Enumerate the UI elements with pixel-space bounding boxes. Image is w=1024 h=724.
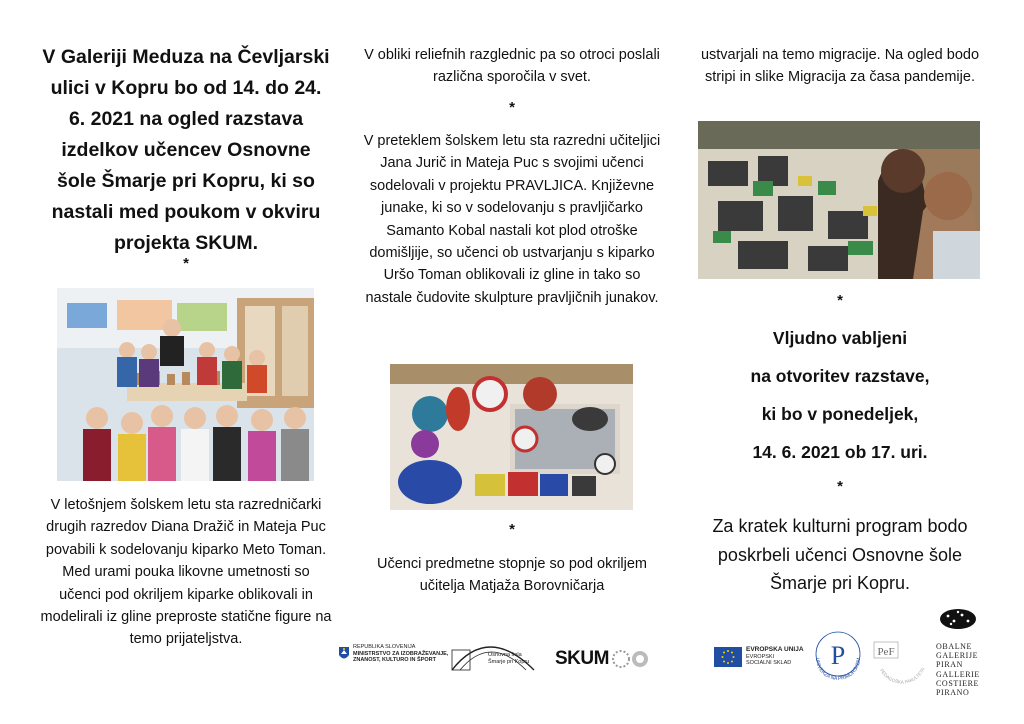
ministry-line-2: MINISTRSTVO ZA IZOBRAŽEVANJE, xyxy=(353,650,449,657)
gallery-logo xyxy=(936,608,980,697)
jellyfish-icon xyxy=(938,608,978,634)
pef-ring-text: PEDAGOŠKA FAKULTETA xyxy=(879,666,926,685)
gallery-line-4: GALLERIE xyxy=(936,669,980,679)
paragraph-migration: ustvarjali na temo migracije. Na ogled bodo stripi in slike Migracija za časa pandemije. xyxy=(700,47,980,86)
university-ring-text: UNIVERZA NA PRIMORSKEM xyxy=(813,657,863,683)
photo-students-drawing xyxy=(698,121,980,279)
gallery-line-1: OBALNE xyxy=(936,642,973,651)
svg-text:PEDAGOŠKA FAKULTETA xyxy=(879,666,926,685)
pef-seal-icon xyxy=(870,618,932,688)
invitation-line-2: na otvoritev razstave, xyxy=(750,366,930,386)
university-letter: P xyxy=(830,641,846,670)
invitation-date: 14. 6. 2021 ob 17. uri. xyxy=(752,442,928,462)
photo-class-with-sculptures xyxy=(57,288,314,481)
school-logo xyxy=(448,630,538,676)
eu-flag-icon xyxy=(714,647,742,667)
invitation-line-1: Vljudno vabljeni xyxy=(772,328,908,348)
separator-star: * xyxy=(837,478,843,495)
ministry-line-1: REPUBLIKA SLOVENIJA xyxy=(353,644,416,650)
eu-line-2: EVROPSKI xyxy=(746,653,775,660)
paragraph-cultural-program: Za kratek kulturni program bodo poskrbeli učenci Osnovne šole Šmarje pri Kopru. xyxy=(712,516,968,593)
school-line-2: Šmarje pri Kopru xyxy=(488,658,530,665)
separator-star: * xyxy=(509,521,515,538)
university-logo xyxy=(808,622,868,692)
invitation-line-3: ki bo v ponedeljek, xyxy=(761,404,919,424)
paragraph-fairytale-project: V preteklem šolskem letu sta razredni učiteljici Jana Jurič in Mateja Puc s svojimi učenci sodelovali v projektu PRAVLJICA. Književne junake, ki so v sodelovanju s pravljičarko Samanto Kobal nastali kot plod otroške domišljije, so učenci ob ustvarjanju s kiparko Uršo Toman oblikovali iz gline in tako so nastale čudovite skulpture pravljičnih junakov. xyxy=(363,133,661,306)
headline: V Galeriji Meduza na Čevljarski ulici v Kopru bo od 14. do 24. 6. 2021 na ogled razstava izdelkov učencev Osnovne šole Šmarje pri Kopru, ki so nastali med poukom v okviru projekta SKUM. xyxy=(42,46,330,254)
eu-line-1: EVROPSKA UNIJA xyxy=(746,646,804,654)
slovenia-crest-icon xyxy=(338,646,350,662)
gallery-line-6: PIRANO xyxy=(936,688,970,698)
pef-letters: PeF xyxy=(877,646,895,658)
eu-line-3: SOCIALNI SKLAD xyxy=(746,660,792,667)
eu-logo xyxy=(714,647,804,667)
paragraph-second-grade: V letošnjem šolskem letu sta razredničarki drugih razredov Diana Dražič in Mateja Puc povabili k sodelovanju kiparko Meto Toman. Med urami pouka likovne umetnosti so učenci pod okriljem kiparke oblikovali in modelirali iz gline preproste statične figure na temo prijateljstva. xyxy=(40,497,332,648)
ministry-logo xyxy=(338,644,448,664)
skum-wordmark: SKUM xyxy=(555,648,609,669)
skum-logo xyxy=(555,648,670,670)
school-line-1: Osnovna šola xyxy=(488,652,522,658)
paragraph-upper-grades: Učenci predmetne stopnje so pod okriljem učitelja Matjaža Borovničarja xyxy=(377,556,647,595)
gallery-line-2: GALERIJE xyxy=(936,651,979,661)
university-seal-icon xyxy=(808,622,868,692)
gallery-line-3: PIRAN xyxy=(936,660,964,670)
separator-star: * xyxy=(837,292,843,309)
skum-symbols-icon xyxy=(612,649,670,669)
separator-star: * xyxy=(183,255,189,272)
separator-star: * xyxy=(509,99,515,116)
paragraph-relief-postcards: V obliki reliefnih razglednic pa so otroci poslali različna sporočila v svet. xyxy=(364,47,660,86)
ministry-line-3: ZNANOST, KULTURO IN ŠPORT xyxy=(353,657,437,663)
photo-clay-fairytale-heroes xyxy=(390,364,633,510)
pef-logo xyxy=(870,618,932,688)
logo-strip xyxy=(330,600,1024,724)
gallery-line-5: COSTIERE xyxy=(936,678,980,688)
